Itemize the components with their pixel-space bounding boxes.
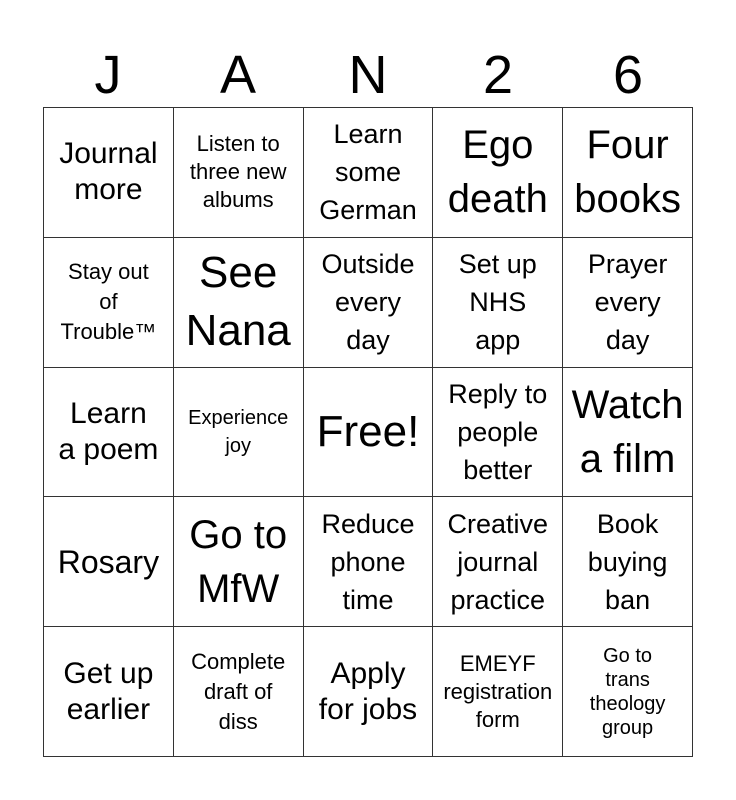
bingo-header [43,42,693,108]
header-digit-2: 2 [482,45,514,105]
bingo-cell[interactable] [304,108,434,238]
cell-text: Reply to people better [448,378,548,485]
header-letter-j: J [94,45,122,105]
bingo-cell[interactable] [433,368,563,498]
cell-text: Outside every day [321,249,415,356]
header-letter-a: A [219,45,257,105]
bingo-cell[interactable] [563,108,693,238]
cell-text: Complete draft of diss [191,648,286,734]
bingo-cell[interactable] [563,497,693,627]
cell-text: Set up NHS app [458,249,537,356]
cell-text: Creative journal practice [447,508,549,615]
cell-text: Four books [574,123,681,222]
bingo-cell[interactable] [433,497,563,627]
cell-text: Apply for jobs [318,656,418,726]
cell-text: Stay out of Trouble™ [60,259,157,345]
cell-text: Listen to three new albums [189,131,287,213]
cell-text: Ego death [447,123,548,222]
cell-text: Go to trans theology group [589,644,666,739]
cell-text: Learn a poem [58,396,159,466]
bingo-cell[interactable] [563,238,693,368]
bingo-cell[interactable] [433,238,563,368]
bingo-cell[interactable] [174,108,304,238]
bingo-cell[interactable] [433,627,563,757]
bingo-cell[interactable] [433,108,563,238]
bingo-cell[interactable] [304,497,434,627]
bingo-grid [43,107,693,757]
header-digit-6: 6 [612,45,644,105]
cell-text: See Nana [185,248,291,356]
bingo-cell[interactable] [44,108,174,238]
cell-text: Watch a film [571,382,684,481]
bingo-cell[interactable] [44,627,174,757]
cell-text: Journal more [59,137,158,207]
cell-text: EMEYF registration form [443,650,553,732]
bingo-cell[interactable] [174,627,304,757]
bingo-cell[interactable] [174,497,304,627]
bingo-cell[interactable] [44,238,174,368]
bingo-cell[interactable] [563,368,693,498]
bingo-cell[interactable] [174,368,304,498]
cell-text: Book buying ban [587,508,668,615]
bingo-cell[interactable] [304,238,434,368]
cell-text: Experience joy [188,406,289,457]
bingo-cell[interactable] [174,238,304,368]
cell-text: Go to MfW [189,512,288,611]
bingo-cell[interactable] [563,627,693,757]
cell-text: Reduce phone time [321,508,415,615]
bingo-cell[interactable] [304,627,434,757]
cell-text: Get up earlier [63,656,154,726]
cell-text: Learn some German [319,119,417,226]
cell-text: Prayer every day [587,249,668,356]
bingo-cell[interactable] [44,368,174,498]
cell-text: Rosary [57,543,160,580]
free-space-text: Free! [316,406,420,456]
header-letter-n: N [348,45,388,105]
bingo-cell[interactable] [44,497,174,627]
bingo-cell free-space[interactable] [304,368,434,498]
